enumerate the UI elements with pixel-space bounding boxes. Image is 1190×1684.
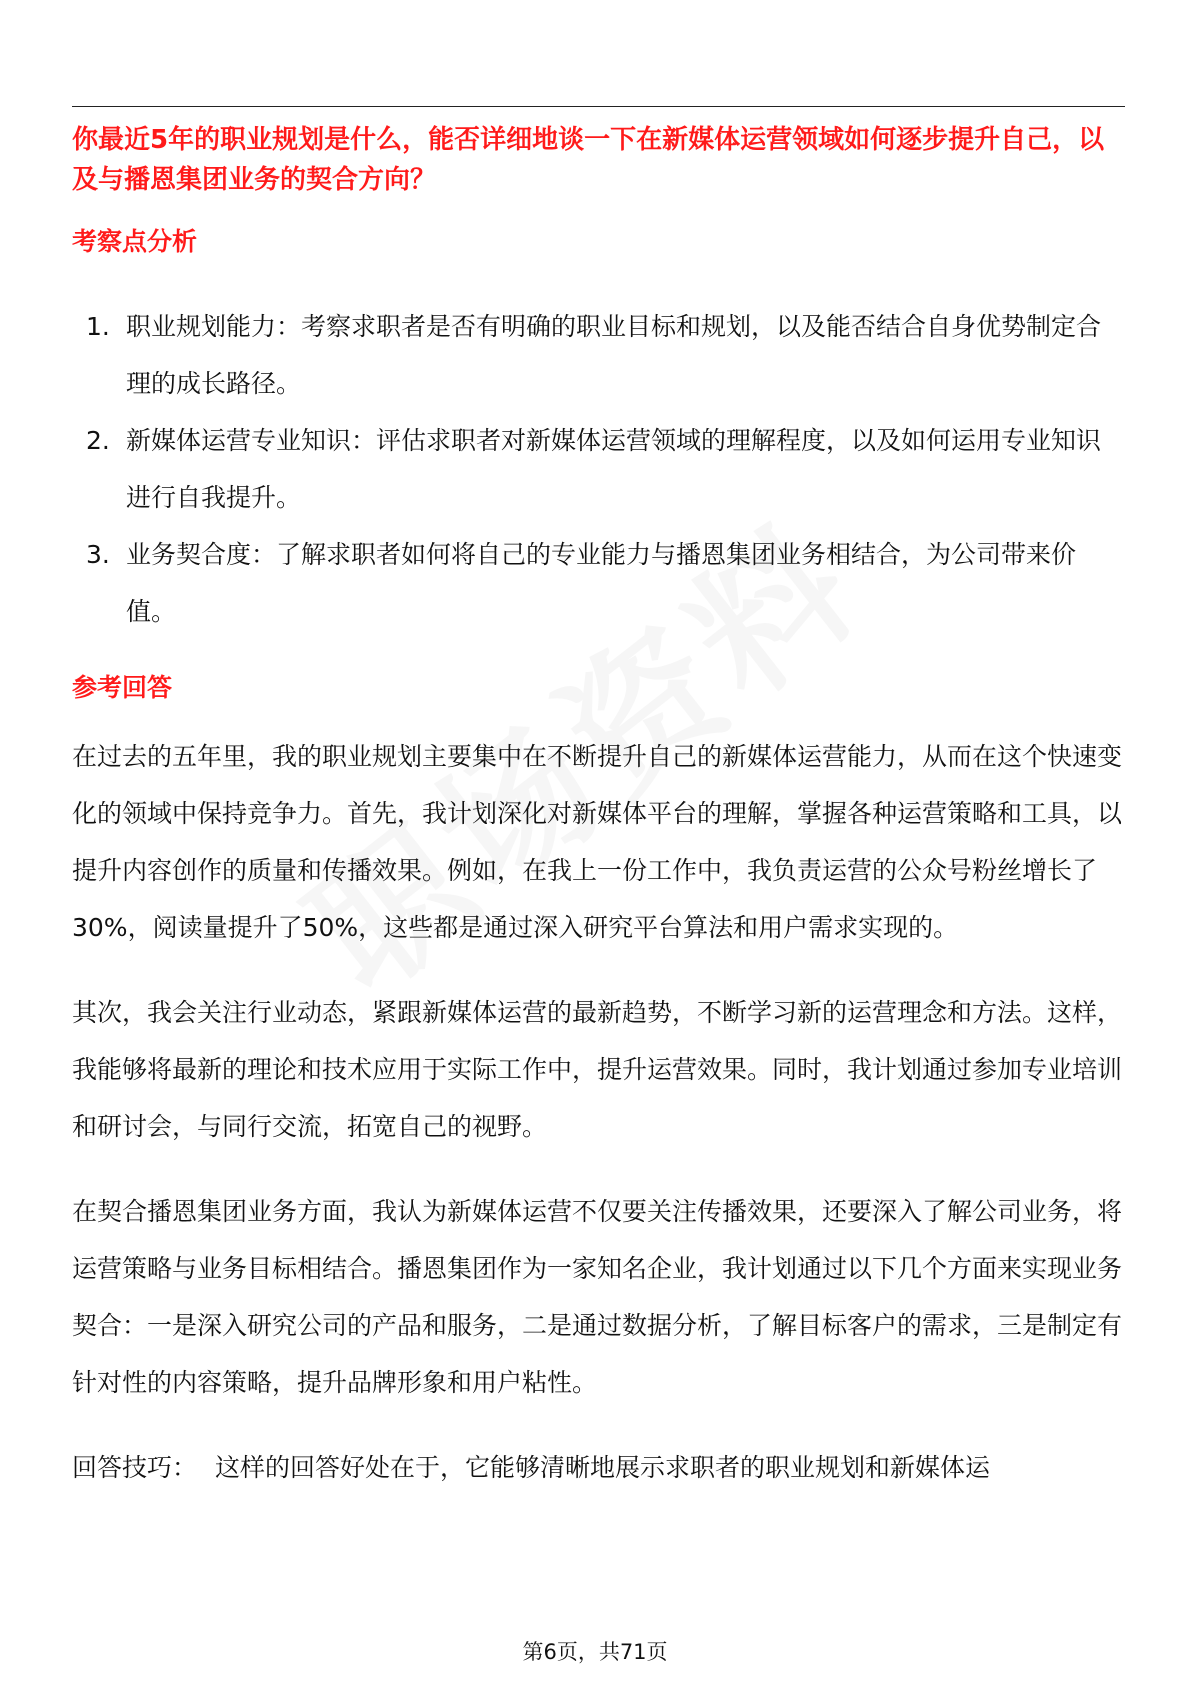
analysis-point [72, 298, 1125, 412]
answer-paragraph: 在过去的五年里，我的职业规划主要集中在不断提升自己的新媒体运营能力，从而在这个快速变化的领域中保持竞争力。首先，我计划深化对新媒体平台的理解，掌握各种运营策略和工具，以提升内容创作的质量和传播效果。例如，在我上一份工作中，我负责运营的公众号粉丝增长了30%，阅读量提升了50%，这些都是通过深入研究平台算法和用户需求实现的。 [72, 742, 1123, 942]
document-body [72, 120, 1125, 1496]
page-indicator: 第6页，共71页 [522, 1640, 668, 1664]
header-divider [72, 106, 1125, 107]
answer-tip [72, 1439, 1125, 1496]
point-text: 职业规划能力：考察求职者是否有明确的职业目标和规划，以及能否结合自身优势制定合理的成长路径。 [126, 312, 1102, 398]
point-number: 2. [86, 426, 110, 455]
answer-heading: 参考回答 [72, 673, 173, 702]
analysis-point [72, 412, 1125, 526]
point-number: 1. [86, 312, 110, 341]
answer-paragraph: 其次，我会关注行业动态，紧跟新媒体运营的最新趋势，不断学习新的运营理念和方法。这样，我能够将最新的理论和技术应用于实际工作中，提升运营效果。同时，我计划通过参加专业培训和研讨会，与同行交流，拓宽自己的视野。 [72, 998, 1123, 1141]
answer-paragraph: 在契合播恩集团业务方面，我认为新媒体运营不仅要关注传播效果，还要深入了解公司业务，将运营策略与业务目标相结合。播恩集团作为一家知名企业，我计划通过以下几个方面来实现业务契合：一是深入研究公司的产品和服务，二是通过数据分析，了解目标客户的需求，三是制定有针对性的内容策略，提升品牌形象和用户粘性。 [72, 1197, 1123, 1397]
analysis-points [72, 298, 1125, 640]
point-text: 新媒体运营专业知识：评估求职者对新媒体运营领域的理解程度，以及如何运用专业知识进行自我提升。 [126, 426, 1102, 512]
point-text: 业务契合度：了解求职者如何将自己的专业能力与播恩集团业务相结合，为公司带来价值。 [126, 540, 1077, 626]
analysis-heading: 考察点分析 [72, 227, 198, 256]
tip-text: 这样的回答好处在于，它能够清晰地展示求职者的职业规划和新媒体运 [215, 1453, 991, 1482]
point-number: 3. [86, 540, 110, 569]
tip-label: 回答技巧： [72, 1453, 198, 1482]
question-title: 你最近5年的职业规划是什么，能否详细地谈一下在新媒体运营领域如何逐步提升自己，以及与播恩集团业务的契合方向？ [72, 125, 1105, 195]
analysis-point [72, 526, 1125, 640]
